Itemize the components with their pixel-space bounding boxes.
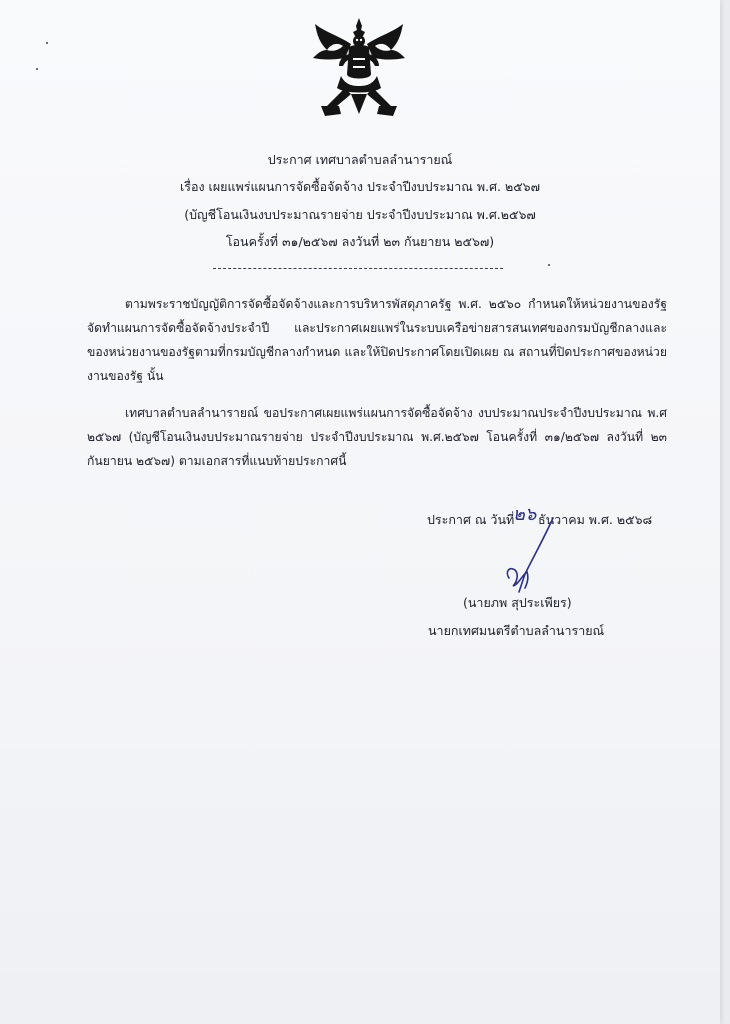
scan-speck — [46, 42, 48, 44]
signatory-name: (นายภพ สุประเพียร) — [463, 595, 572, 610]
signatory-position: นายกเทศมนตรีตำบลลำนารายณ์ — [428, 623, 605, 638]
dateline-day: ๒๖ — [513, 504, 537, 525]
body-paragraph-1: ตามพระราชบัญญัติการจัดซื้อจัดจ้างและการบริหารพัสดุภาครัฐ พ.ศ. ๒๕๖๐ กำหนดให้หน่วยงานของรัฐจัดทำแผนการจัดซื้อจัดจ้างประจำปี และประกาศเผยแพร่ในระบบเครือข่ายสารสนเทศของกรมบัญชีกลางและของหน่วยงานของรัฐตามที่กรมบัญชีกลางกำหนด และให้ปิดประกาศโดยเปิดเผย ณ สถานที่ปิดประกาศของหน่วยงานของรัฐ นั้น — [87, 297, 667, 383]
dateline-month-year: ธันวาคม พ.ศ. ๒๕๖๘ — [538, 512, 653, 527]
announcement-issuer: ประกาศ เทศบาลตำบลลำนารายณ์ — [267, 152, 453, 167]
handwritten-signature-icon — [495, 508, 585, 598]
header-divider — [213, 268, 503, 269]
announcement-subtitle-line1: (บัญชีโอนเงินงบประมาณรายจ่าย ประจำปีงบประมาณ พ.ศ.๒๕๖๗ — [184, 207, 536, 222]
garuda-emblem-icon — [305, 14, 413, 122]
scan-speck — [548, 264, 550, 266]
body-paragraph-2: เทศบาลตำบลลำนารายณ์ ขอประกาศเผยแพร่แผนการจัดซื้อจัดจ้าง งบประมาณประจำปีงบประมาณ พ.ศ ๒๕๖๗ (บัญชีโอนเงินงบประมาณรายจ่าย ประจำปีงบประมาณ พ.ศ.๒๕๖๗ โอนครั้งที่ ๓๑/๒๕๖๗ ลงวันที่ ๒๓ กันยายน ๒๕๖๗) ตามเอกสารที่แนบท้ายประกาศนี้ — [87, 406, 667, 468]
announcement-subtitle-line2: โอนครั้งที่ ๓๑/๒๕๖๗ ลงวันที่ ๒๓ กันยายน ๒๕๖๗) — [225, 234, 495, 249]
dateline-prefix: ประกาศ ณ วันที่ — [427, 512, 515, 527]
announcement-subject: เรื่อง เผยแพร่แผนการจัดซื้อจัดจ้าง ประจำปีงบประมาณ พ.ศ. ๒๕๖๗ — [179, 179, 541, 194]
scan-speck — [36, 68, 38, 70]
